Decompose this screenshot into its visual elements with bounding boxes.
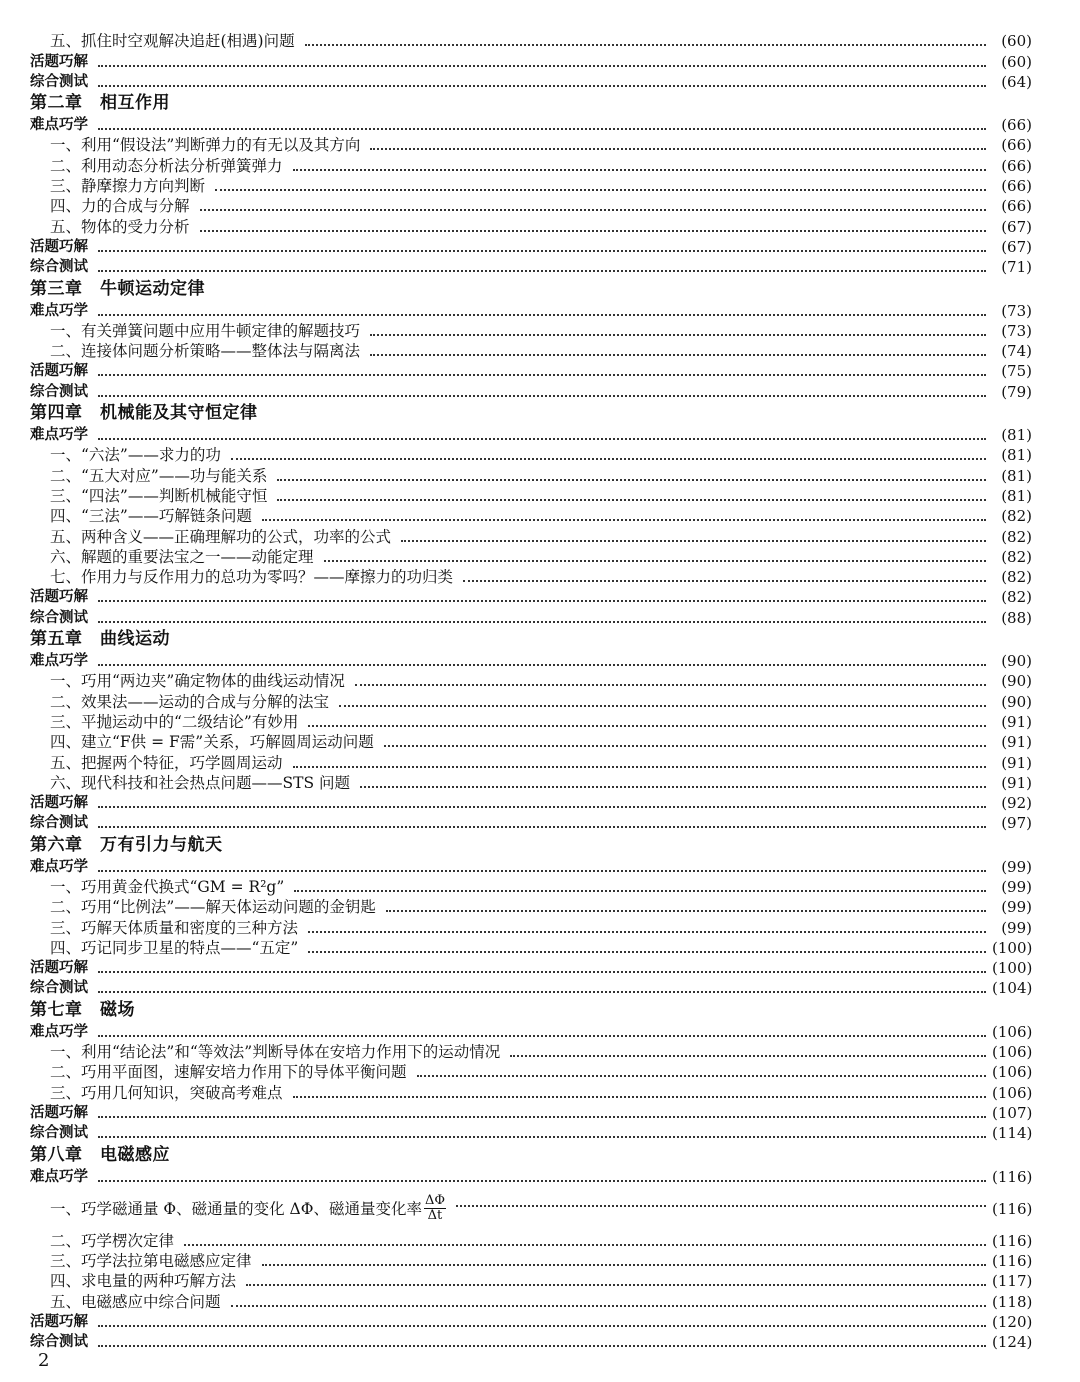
section-entry <box>30 1103 1032 1123</box>
dot-leader <box>98 1180 986 1182</box>
page-ref: (91) <box>1001 733 1032 752</box>
dot-leader <box>355 684 986 686</box>
page-ref: (73) <box>1001 321 1032 340</box>
dot-leader <box>417 1075 986 1077</box>
section-entry <box>30 361 1032 381</box>
entry-title: 四、求电量的两种巧解方法 <box>50 1272 237 1291</box>
dot-leader <box>277 499 986 501</box>
page-ref: (107) <box>992 1103 1033 1122</box>
dot-leader <box>98 314 986 316</box>
page-ref: (99) <box>1001 918 1032 937</box>
page-ref: (99) <box>1001 877 1032 896</box>
dot-leader <box>98 128 986 130</box>
entry-title: 一、巧学磁通量 Φ、磁通量的变化 ΔΦ、磁通量变化率 <box>50 1199 422 1218</box>
toc-entry <box>30 547 1032 567</box>
toc-entry <box>30 1251 1032 1271</box>
section-entry <box>30 1332 1032 1352</box>
dot-leader <box>98 1325 986 1327</box>
dot-leader <box>384 745 986 747</box>
page-ref: (118) <box>992 1292 1033 1311</box>
section-entry <box>30 1312 1032 1332</box>
section-entry <box>30 856 1032 876</box>
toc-entry <box>30 1271 1032 1291</box>
section-entry <box>30 51 1032 71</box>
dot-leader <box>370 334 986 336</box>
page-ref: (81) <box>1001 466 1032 485</box>
dot-leader <box>184 1244 986 1246</box>
dot-leader <box>98 65 986 67</box>
dot-leader <box>360 786 986 788</box>
entry-title: 活题巧解 <box>30 589 88 606</box>
section-entry <box>30 72 1032 92</box>
toc-entry <box>30 1187 1032 1231</box>
chapter-heading <box>30 833 1032 856</box>
page-ref: (82) <box>1001 547 1032 566</box>
toc-entry <box>30 752 1032 772</box>
section-entry <box>30 651 1032 671</box>
entry-title: 三、巧解天体质量和密度的三种方法 <box>50 918 299 937</box>
dot-leader <box>98 600 986 602</box>
page-ref: (66) <box>1001 156 1032 175</box>
dot-leader <box>98 971 986 973</box>
entry-title: 四、巧记同步卫星的特点——“五定” <box>50 938 299 957</box>
page-ref: (90) <box>1001 652 1032 671</box>
entry-title: 三、巧用几何知识，突破高考难点 <box>50 1083 283 1102</box>
toc-entry <box>30 938 1032 958</box>
entry-title: 综合测试 <box>30 815 88 832</box>
page-ref: (88) <box>1001 608 1032 627</box>
page-ref: (79) <box>1001 382 1032 401</box>
entry-title: 二、巧学楞次定律 <box>50 1231 175 1250</box>
section-entry <box>30 1123 1032 1143</box>
page-ref: (81) <box>1001 446 1032 465</box>
dot-leader <box>98 1136 986 1138</box>
entry-title: 难点巧学 <box>30 1023 88 1040</box>
dot-leader <box>324 560 986 562</box>
page-ref: (82) <box>1001 588 1032 607</box>
table-of-contents <box>30 31 1032 1352</box>
dot-leader <box>293 1096 986 1098</box>
page-ref: (97) <box>1001 814 1032 833</box>
page-ref: (116) <box>992 1231 1033 1250</box>
entry-title: 综合测试 <box>30 259 88 276</box>
dot-leader <box>308 931 986 933</box>
dot-leader <box>262 519 986 521</box>
entry-title: 活题巧解 <box>30 1314 88 1331</box>
toc-entry <box>30 506 1032 526</box>
toc-entry <box>30 917 1032 937</box>
dot-leader <box>294 890 986 892</box>
dot-leader <box>215 189 986 191</box>
dot-leader <box>98 270 986 272</box>
dot-leader <box>401 540 986 542</box>
entry-title: 难点巧学 <box>30 302 88 319</box>
toc-entry <box>30 773 1032 793</box>
dot-leader <box>305 44 986 46</box>
entry-title: 第五章 曲线运动 <box>30 629 170 650</box>
toc-entry <box>30 567 1032 587</box>
dot-leader <box>98 1116 986 1118</box>
entry-title: 第四章 机械能及其守恒定律 <box>30 403 258 424</box>
entry-title: 一、利用“假设法”判断弹力的有无以及其方向 <box>50 136 361 155</box>
toc-entry <box>30 1062 1032 1082</box>
page-ref: (90) <box>1001 692 1032 711</box>
section-entry <box>30 381 1032 401</box>
dot-leader <box>231 1305 986 1307</box>
chapter-heading <box>30 402 1032 425</box>
section-entry <box>30 1166 1032 1186</box>
dot-leader <box>98 1035 986 1037</box>
section-entry <box>30 1021 1032 1041</box>
dot-leader <box>98 1345 986 1347</box>
toc-entry <box>30 341 1032 361</box>
entry-title: 二、连接体问题分析策略——整体法与隔离法 <box>50 342 361 361</box>
entry-title: 第六章 万有引力与航天 <box>30 834 223 855</box>
page-ref: (120) <box>992 1313 1033 1332</box>
dot-leader <box>98 438 986 440</box>
toc-entry <box>30 671 1032 691</box>
page-ref: (81) <box>1001 426 1032 445</box>
page-ref: (66) <box>1001 177 1032 196</box>
toc-entry <box>30 155 1032 175</box>
dot-leader <box>308 725 986 727</box>
dot-leader <box>231 458 986 460</box>
section-entry <box>30 425 1032 445</box>
toc-entry <box>30 1042 1032 1062</box>
entry-title: 五、电磁感应中综合问题 <box>50 1292 221 1311</box>
dot-leader <box>98 870 986 872</box>
section-entry <box>30 607 1032 627</box>
entry-title: 二、巧用平面图，速解安培力作用下的导体平衡问题 <box>50 1063 407 1082</box>
section-entry <box>30 958 1032 978</box>
entry-title: 五、把握两个特征，巧学圆周运动 <box>50 753 283 772</box>
toc-entry <box>30 321 1032 341</box>
toc-entry <box>30 465 1032 485</box>
toc-entry <box>30 216 1032 236</box>
dot-leader <box>510 1055 986 1057</box>
dot-leader <box>98 826 986 828</box>
toc-entry <box>30 732 1032 752</box>
page-ref: (124) <box>992 1333 1033 1352</box>
entry-title: 综合测试 <box>30 73 88 90</box>
page-ref: (71) <box>1001 258 1032 277</box>
chapter-heading <box>30 998 1032 1021</box>
toc-entry <box>30 196 1032 216</box>
entry-title: 六、现代科技和社会热点问题——STS 问题 <box>50 773 351 792</box>
page-ref: (116) <box>992 1252 1033 1271</box>
entry-title: 难点巧学 <box>30 653 88 670</box>
chapter-heading <box>30 1143 1032 1166</box>
entry-title: 活题巧解 <box>30 363 88 380</box>
section-entry <box>30 115 1032 135</box>
dot-leader <box>246 1284 986 1286</box>
entry-title: 五、抓住时空观解决追赶(相遇)问题 <box>50 32 295 51</box>
section-entry <box>30 237 1032 257</box>
toc-entry <box>30 486 1032 506</box>
fraction-numerator: ΔΦ <box>424 1193 446 1209</box>
page-ref: (74) <box>1001 342 1032 361</box>
entry-title: 综合测试 <box>30 1125 88 1142</box>
dot-leader <box>339 705 986 707</box>
entry-title: 活题巧解 <box>30 1104 88 1121</box>
dot-leader <box>463 580 986 582</box>
dot-leader <box>277 479 986 481</box>
entry-title: 综合测试 <box>30 980 88 997</box>
entry-title: 第七章 磁场 <box>30 999 135 1020</box>
entry-title: 活题巧解 <box>30 238 88 255</box>
dot-leader <box>293 169 986 171</box>
page-ref: (100) <box>992 938 1033 957</box>
dot-leader <box>308 951 986 953</box>
toc-entry <box>30 445 1032 465</box>
page-ref: (82) <box>1001 507 1032 526</box>
entry-title: 六、解题的重要法宝之一——动能定理 <box>50 547 314 566</box>
fraction-denominator: Δt <box>427 1208 443 1224</box>
page-ref: (106) <box>992 1083 1033 1102</box>
entry-title: 四、“三法”——巧解链条问题 <box>50 507 252 526</box>
page-ref: (100) <box>992 959 1033 978</box>
toc-entry <box>30 897 1032 917</box>
dot-leader <box>262 1264 986 1266</box>
page-ref: (99) <box>1001 857 1032 876</box>
toc-entry <box>30 135 1032 155</box>
chapter-heading <box>30 277 1032 300</box>
chapter-heading <box>30 628 1032 651</box>
entry-title: 七、作用力与反作用力的总功为零吗？——摩擦力的功归类 <box>50 568 454 587</box>
page-ref: (91) <box>1001 753 1032 772</box>
page-ref: (75) <box>1001 362 1032 381</box>
page-ref: (117) <box>992 1272 1033 1291</box>
dot-leader <box>293 766 986 768</box>
entry-title: 二、“五大对应”——功与能关系 <box>50 466 268 485</box>
toc-entry <box>30 31 1032 51</box>
entry-title: 二、效果法——运动的合成与分解的法宝 <box>50 692 330 711</box>
page-ref: (60) <box>1001 32 1032 51</box>
page-ref: (60) <box>1001 52 1032 71</box>
entry-title: 难点巧学 <box>30 117 88 134</box>
dot-leader <box>386 910 986 912</box>
dot-leader <box>370 148 986 150</box>
entry-title: 五、物体的受力分析 <box>50 217 190 236</box>
dot-leader <box>200 209 986 211</box>
page-ref: (106) <box>992 1022 1033 1041</box>
entry-title: 难点巧学 <box>30 858 88 875</box>
section-entry <box>30 300 1032 320</box>
chapter-heading <box>30 92 1032 115</box>
page-ref: (67) <box>1001 237 1032 256</box>
entry-title: 一、“六法”——求力的功 <box>50 446 221 465</box>
page-ref: (81) <box>1001 486 1032 505</box>
page-ref: (64) <box>1001 72 1032 91</box>
page-ref: (114) <box>992 1124 1033 1143</box>
entry-title: 活题巧解 <box>30 960 88 977</box>
dot-leader <box>98 250 986 252</box>
page-ref: (66) <box>1001 197 1032 216</box>
entry-title: 三、巧学法拉第电磁感应定律 <box>50 1252 252 1271</box>
page-ref: (73) <box>1001 301 1032 320</box>
dot-leader <box>98 621 986 623</box>
entry-title: 三、平抛运动中的“二级结论”有妙用 <box>50 712 299 731</box>
entry-title: 二、巧用“比例法”——解天体运动问题的金钥匙 <box>50 898 376 917</box>
toc-entry <box>30 1291 1032 1311</box>
page-number: 2 <box>38 1350 50 1371</box>
page-ref: (106) <box>992 1043 1033 1062</box>
entry-title: 三、“四法”——判断机械能守恒 <box>50 486 268 505</box>
page-ref: (116) <box>992 1199 1033 1218</box>
page-ref: (116) <box>992 1167 1033 1186</box>
entry-title: 一、巧用“两边夹”确定物体的曲线运动情况 <box>50 672 345 691</box>
dot-leader <box>200 230 986 232</box>
entry-title: 活题巧解 <box>30 795 88 812</box>
entry-title: 活题巧解 <box>30 53 88 70</box>
dot-leader <box>98 991 986 993</box>
dot-leader <box>98 374 986 376</box>
page-ref: (67) <box>1001 217 1032 236</box>
page-ref: (91) <box>1001 773 1032 792</box>
dot-leader <box>98 395 986 397</box>
toc-entry <box>30 1231 1032 1251</box>
entry-title: 综合测试 <box>30 1334 88 1351</box>
entry-title: 五、两种含义——正确理解功的公式，功率的公式 <box>50 527 392 546</box>
entry-title: 第八章 电磁感应 <box>30 1144 170 1165</box>
toc-entry <box>30 526 1032 546</box>
entry-title: 第三章 牛顿运动定律 <box>30 278 205 299</box>
section-entry <box>30 587 1032 607</box>
toc-entry <box>30 712 1032 732</box>
section-entry <box>30 793 1032 813</box>
entry-title: 三、静摩擦力方向判断 <box>50 177 206 196</box>
page-ref: (92) <box>1001 794 1032 813</box>
entry-title: 一、利用“结论法”和“等效法”判断导体在安培力作用下的运动情况 <box>50 1043 501 1062</box>
entry-title: 四、力的合成与分解 <box>50 197 190 216</box>
entry-title: 难点巧学 <box>30 427 88 444</box>
section-entry <box>30 257 1032 277</box>
entry-title: 一、有关弹簧问题中应用牛顿定律的解题技巧 <box>50 321 361 340</box>
page-ref: (82) <box>1001 568 1032 587</box>
dot-leader <box>456 1205 986 1207</box>
dot-leader <box>98 664 986 666</box>
toc-entry <box>30 1082 1032 1102</box>
section-entry <box>30 813 1032 833</box>
page-ref: (104) <box>992 979 1033 998</box>
page-ref: (106) <box>992 1063 1033 1082</box>
entry-title: 综合测试 <box>30 383 88 400</box>
dot-leader <box>370 354 986 356</box>
entry-title: 综合测试 <box>30 609 88 626</box>
section-entry <box>30 978 1032 998</box>
page-ref: (91) <box>1001 712 1032 731</box>
toc-entry <box>30 691 1032 711</box>
page-ref: (66) <box>1001 116 1032 135</box>
entry-title: 一、巧用黄金代换式“GM = R²g” <box>50 877 285 896</box>
page-ref: (99) <box>1001 898 1032 917</box>
dot-leader <box>98 806 986 808</box>
page-ref: (82) <box>1001 527 1032 546</box>
toc-entry <box>30 877 1032 897</box>
fraction <box>424 1194 446 1223</box>
page-ref: (66) <box>1001 136 1032 155</box>
entry-title: 难点巧学 <box>30 1168 88 1185</box>
page-ref: (90) <box>1001 672 1032 691</box>
toc-entry <box>30 176 1032 196</box>
entry-title: 第二章 相互作用 <box>30 93 170 114</box>
dot-leader <box>98 85 986 87</box>
entry-title: 四、建立“F供 = F需”关系，巧解圆周运动问题 <box>50 733 374 752</box>
entry-title: 二、利用动态分析法分析弹簧弹力 <box>50 156 283 175</box>
